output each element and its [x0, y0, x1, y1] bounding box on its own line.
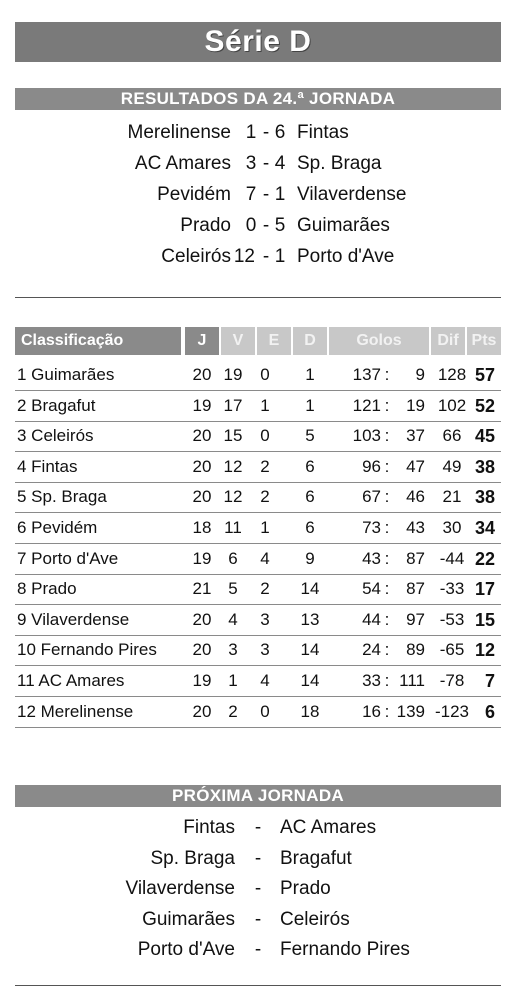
losses: 5 [305, 426, 315, 446]
fixture-separator: - [254, 817, 262, 838]
away-team: Guimarães [297, 215, 390, 236]
games-played: 20 [192, 426, 212, 446]
losses: 13 [300, 609, 320, 629]
away-score: 5 [274, 215, 286, 236]
divider [15, 985, 501, 986]
table-row [15, 544, 501, 575]
draws: 1 [260, 518, 270, 537]
losses: 9 [305, 548, 315, 568]
games-played: 18 [192, 518, 212, 537]
goals-separator: : [384, 426, 390, 446]
home-team: Sp. Braga [150, 847, 235, 869]
fixture-row [15, 935, 501, 965]
wins: 4 [228, 609, 238, 629]
goal-difference: -123 [434, 701, 470, 721]
home-team: Fintas [183, 817, 235, 838]
header-goals: Golos [329, 327, 429, 355]
away-score: 1 [274, 184, 286, 205]
home-team: Vilaverdense [125, 878, 235, 899]
fixture-row [15, 905, 501, 935]
away-score: 6 [274, 122, 286, 143]
home-score: 0 [245, 215, 257, 236]
team-name: 4 Fintas [17, 456, 78, 476]
goal-difference: -65 [439, 640, 465, 660]
goals-separator: : [384, 548, 390, 568]
losses: 1 [305, 395, 315, 415]
goals-against: 47 [406, 456, 425, 476]
standings-header [15, 327, 501, 355]
wins: 17 [223, 395, 243, 415]
results-header: RESULTADOS DA 24.ª JORNADA [120, 89, 396, 108]
header-e: E [257, 327, 291, 355]
table-row [15, 513, 501, 544]
away-team: Vilaverdense [297, 184, 407, 205]
table-row [15, 635, 501, 666]
draws: 4 [260, 671, 270, 690]
score-separator: - [262, 153, 270, 174]
fixture-separator: - [254, 939, 262, 960]
goals-against: 111 [399, 671, 425, 690]
away-team: Fintas [297, 122, 349, 143]
goals-against: 97 [406, 609, 425, 629]
draws: 1 [260, 395, 270, 415]
team-name: 3 Celeirós [17, 426, 94, 446]
team-name: 11 AC Amares [17, 671, 125, 690]
score-separator: - [262, 246, 270, 267]
wins: 6 [228, 548, 238, 568]
goals-for: 103 [352, 426, 381, 446]
games-played: 19 [192, 548, 212, 568]
goals-separator: : [384, 640, 390, 660]
wins: 2 [228, 701, 238, 721]
results-header-bar [15, 88, 501, 110]
goal-difference: 128 [437, 365, 467, 384]
points: 52 [474, 395, 495, 416]
away-team: Porto d'Ave [297, 246, 395, 267]
draws: 0 [260, 701, 270, 721]
goals-against: 9 [415, 365, 425, 384]
result-row [15, 118, 501, 148]
table-row [15, 360, 501, 391]
games-played: 21 [192, 579, 212, 599]
points: 12 [474, 640, 495, 661]
table-row [15, 421, 501, 452]
team-name: 9 Vilaverdense [17, 609, 130, 629]
result-row [15, 242, 501, 272]
fixture-row [15, 844, 501, 874]
goals-against: 19 [406, 395, 425, 415]
home-score: 12 [233, 246, 255, 267]
goals-separator: : [384, 365, 390, 384]
goals-separator: : [384, 671, 390, 690]
score-separator: - [262, 122, 270, 143]
team-name: 7 Porto d'Ave [17, 548, 119, 568]
goals-for: 96 [362, 456, 381, 476]
header-pts: Pts [467, 327, 501, 355]
table-row [15, 697, 501, 728]
goals-separator: : [384, 701, 390, 721]
goals-for: 137 [352, 365, 381, 384]
team-name: 10 Fernando Pires [17, 640, 157, 660]
points: 38 [474, 456, 495, 477]
home-team: Guimarães [142, 908, 235, 930]
goals-for: 67 [362, 487, 381, 507]
home-team: Prado [180, 215, 231, 236]
points: 34 [474, 518, 495, 538]
goals-against: 43 [406, 518, 425, 537]
points: 22 [474, 548, 495, 569]
draws: 2 [260, 579, 270, 599]
away-team: Prado [280, 878, 331, 899]
draws: 4 [260, 548, 270, 568]
goals-against: 87 [406, 548, 425, 568]
games-played: 20 [192, 609, 212, 629]
table-row [15, 452, 501, 483]
goal-difference: 30 [442, 518, 462, 537]
wins: 1 [228, 671, 238, 690]
team-name: 1 Guimarães [17, 365, 115, 384]
goals-separator: : [384, 579, 390, 599]
goals-separator: : [384, 456, 390, 476]
games-played: 19 [192, 395, 212, 415]
away-team: Celeirós [280, 908, 350, 930]
losses: 18 [300, 701, 320, 721]
header-j: J [185, 327, 219, 355]
header-v: V [221, 327, 255, 355]
home-score: 7 [245, 184, 257, 205]
away-team: Fernando Pires [280, 939, 410, 960]
team-name: 6 Pevidém [17, 518, 98, 537]
divider [15, 297, 501, 298]
wins: 15 [223, 426, 243, 446]
points: 45 [474, 426, 495, 447]
fixture-separator: - [254, 908, 262, 930]
goals-against: 46 [406, 487, 425, 507]
header-team: Classificação [15, 327, 181, 355]
points: 57 [474, 365, 495, 385]
result-row [15, 149, 501, 179]
losses: 14 [300, 671, 320, 690]
fixture-row [15, 874, 501, 904]
games-played: 19 [192, 671, 212, 690]
goal-difference: -44 [439, 548, 465, 568]
games-played: 20 [192, 487, 212, 507]
games-played: 20 [192, 456, 212, 476]
goals-against: 139 [396, 701, 425, 721]
away-team: Bragafut [280, 847, 352, 869]
goals-against: 87 [406, 579, 425, 599]
goals-for: 43 [362, 548, 381, 568]
losses: 6 [305, 518, 315, 537]
away-score: 4 [274, 153, 286, 174]
next-round-header-bar [15, 785, 501, 807]
goals-separator: : [384, 487, 390, 507]
points: 17 [474, 579, 495, 600]
home-score: 3 [245, 153, 257, 174]
draws: 3 [260, 640, 270, 660]
losses: 14 [300, 579, 320, 599]
wins: 3 [228, 640, 238, 660]
team-name: 8 Prado [17, 579, 77, 599]
table-row [15, 391, 501, 422]
goal-difference: -33 [439, 579, 465, 599]
losses: 6 [305, 487, 315, 507]
home-score: 1 [245, 122, 257, 143]
goal-difference: 49 [442, 456, 462, 476]
draws: 0 [260, 426, 270, 446]
away-team: Sp. Braga [297, 153, 382, 174]
away-team: AC Amares [280, 817, 377, 838]
wins: 12 [223, 456, 243, 476]
goals-for: 16 [362, 701, 381, 721]
result-row [15, 211, 501, 241]
goals-against: 89 [406, 640, 425, 660]
goals-for: 54 [362, 579, 381, 599]
wins: 5 [228, 579, 238, 599]
goals-for: 24 [362, 640, 381, 660]
goals-separator: : [384, 395, 390, 415]
goals-separator: : [384, 609, 390, 629]
table-row [15, 666, 501, 697]
losses: 6 [305, 456, 315, 476]
team-name: 2 Bragafut [17, 395, 96, 415]
fixture-separator: - [254, 878, 262, 899]
home-team: Celeirós [161, 246, 231, 267]
goal-difference: -78 [439, 671, 465, 690]
goals-against: 37 [406, 426, 425, 446]
draws: 3 [260, 609, 270, 629]
fixture-separator: - [254, 847, 262, 869]
table-row [15, 605, 501, 636]
next-round-header: PRÓXIMA JORNADA [172, 786, 344, 805]
points: 15 [474, 609, 495, 630]
series-title: Série D [204, 25, 312, 58]
away-score: 1 [274, 246, 286, 267]
fixture-row [15, 813, 501, 843]
goals-for: 33 [362, 671, 381, 690]
header-d: D [293, 327, 327, 355]
home-team: Pevidém [157, 184, 231, 205]
points: 6 [484, 701, 495, 722]
goal-difference: 102 [437, 395, 467, 415]
series-title-bar [15, 22, 501, 62]
score-separator: - [262, 184, 270, 205]
goals-separator: : [384, 518, 390, 537]
wins: 11 [224, 518, 242, 537]
draws: 2 [260, 487, 270, 507]
goals-for: 121 [352, 395, 381, 415]
games-played: 20 [192, 365, 212, 384]
losses: 14 [300, 640, 320, 660]
result-row [15, 180, 501, 210]
goals-for: 44 [362, 609, 381, 629]
draws: 0 [260, 365, 270, 384]
table-row [15, 574, 501, 605]
home-team: AC Amares [134, 153, 231, 174]
goal-difference: 21 [442, 487, 462, 507]
wins: 19 [223, 365, 243, 384]
table-row [15, 482, 501, 513]
wins: 12 [223, 487, 243, 507]
games-played: 20 [192, 701, 212, 721]
header-dif: Dif [431, 327, 465, 355]
points: 38 [474, 487, 495, 508]
goal-difference: 66 [442, 426, 462, 446]
draws: 2 [260, 456, 270, 476]
points: 7 [484, 671, 495, 691]
goal-difference: -53 [439, 609, 465, 629]
goals-for: 73 [362, 518, 381, 537]
losses: 1 [305, 365, 315, 384]
team-name: 12 Merelinense [17, 701, 134, 721]
home-team: Merelinense [127, 122, 231, 143]
team-name: 5 Sp. Braga [17, 487, 107, 507]
games-played: 20 [192, 640, 212, 660]
home-team: Porto d'Ave [137, 939, 235, 960]
score-separator: - [262, 215, 270, 236]
